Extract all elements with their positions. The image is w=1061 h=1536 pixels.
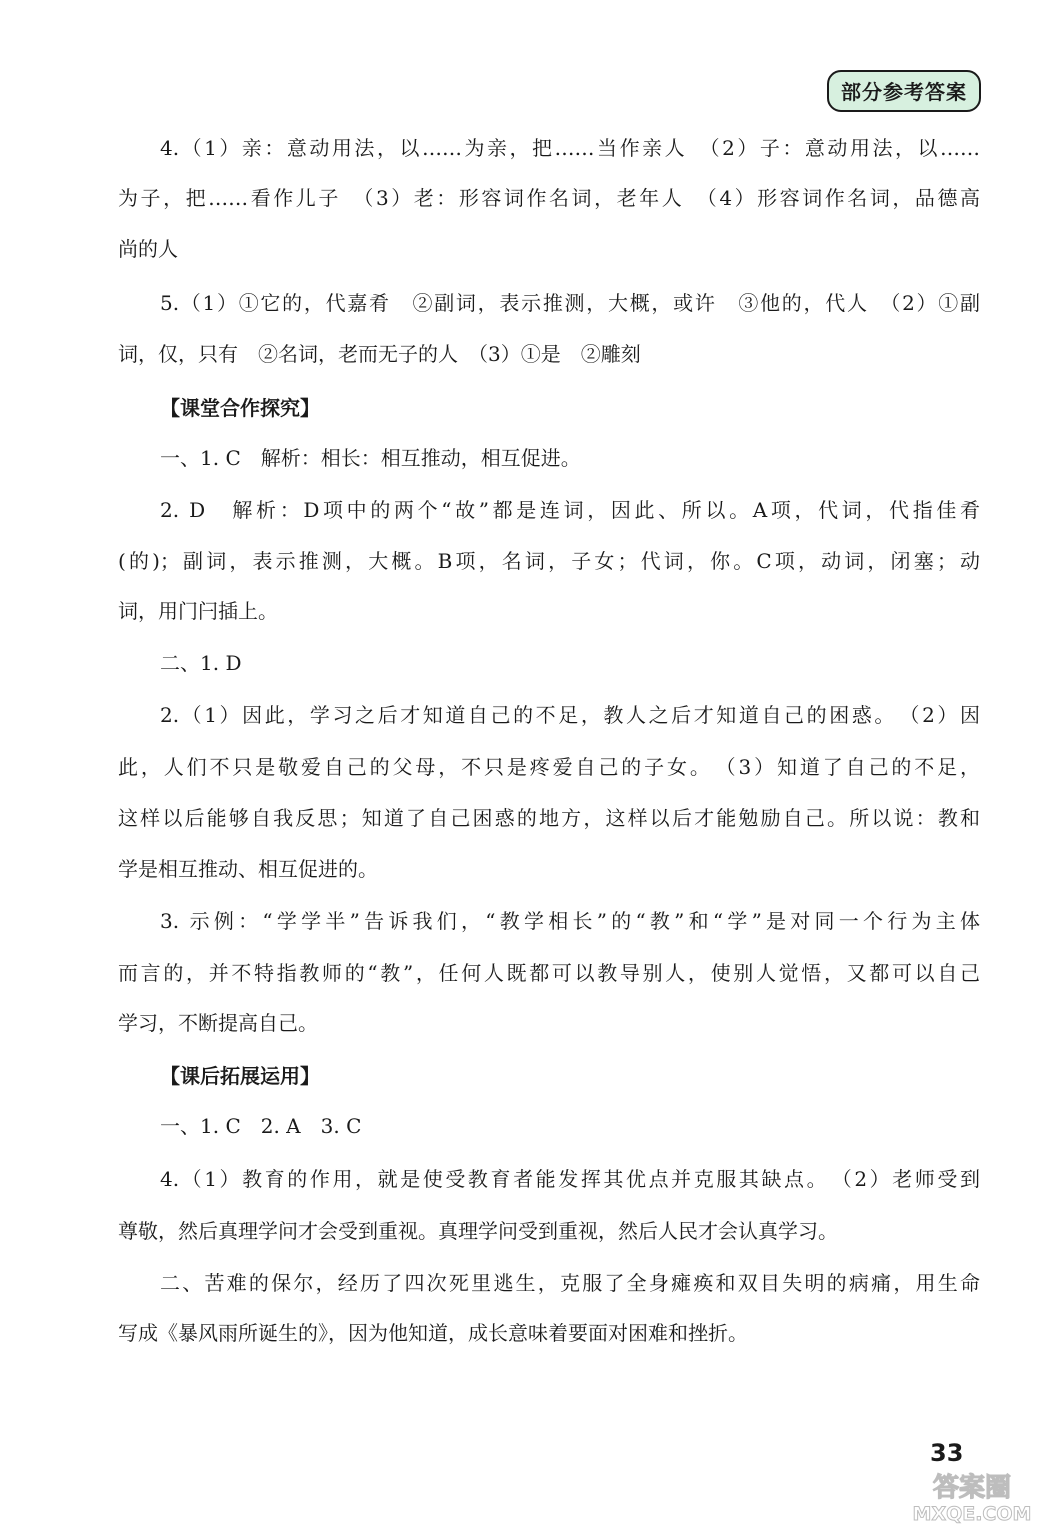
text-line: 2. D 解析：D项中的两个“故”都是连词，因此、所以。A项，代词，代指佳肴 (160, 498, 980, 522)
text-line: 尚的人 (118, 237, 178, 261)
text-line: 写成《暴风雨所诞生的》，因为他知道，成长意味着要面对困难和挫折。 (118, 1321, 748, 1345)
watermark-text-top: 答案圈 (932, 1473, 1012, 1503)
section-badge: 部分参考答案 (827, 70, 981, 112)
text-line: 一、1. C 2. A 3. C (160, 1114, 362, 1138)
text-line: 词，用门闩插上。 (118, 599, 278, 623)
text-line: 此，人们不只是敬爱自己的父母，不只是疼爱自己的子女。 （3）知道了自己的不足， (118, 755, 980, 779)
text-line: 尊敬，然后真理学问才会受到重视。真理学问受到重视，然后人民才会认真学习。 (118, 1219, 838, 1243)
text-line: 二、1. D (160, 651, 242, 675)
watermark-text-bottom: MXQE.COM (912, 1503, 1032, 1524)
text-line: 这样以后能够自我反思；知道了自己困惑的地方，这样以后才能勉励自己。所以说：教和 (118, 806, 980, 830)
text-line: 词，仅，只有 ②名词，老而无子的人 （3）①是 ②雕刻 (118, 342, 641, 366)
text-line: 一、1. C 解析：相长：相互推动，相互促进。 (160, 446, 581, 470)
section-heading: 【课后拓展运用】 (160, 1064, 320, 1088)
page-number: 33 (930, 1439, 964, 1467)
text-line: 二、苦难的保尔，经历了四次死里逃生，克服了全身瘫痪和双目失明的病痛，用生命 (160, 1271, 980, 1295)
section-heading: 【课堂合作探究】 (160, 396, 320, 420)
text-line: 而言的，并不特指教师的“教”，任何人既都可以教导别人，使别人觉悟，又都可以自己 (118, 961, 980, 985)
text-line: 5.（1）①它的，代嘉肴 ②副词，表示推测，大概，或许 ③他的，代人 （2）①副 (160, 291, 980, 315)
text-line: (的)；副词，表示推测，大概。B项，名词，子女；代词，你。C项，动词，闭塞；动 (118, 549, 980, 573)
text-line: 为子，把……看作儿子 （3）老：形容词作名词，老年人 （4）形容词作名词，品德高 (118, 186, 980, 210)
text-line: 4.（1）亲：意动用法，以……为亲，把……当作亲人 （2）子：意动用法，以…… (160, 136, 980, 160)
watermark-logo (892, 1470, 1052, 1524)
text-line: 2.（1）因此，学习之后才知道自己的不足，教人之后才知道自己的困惑。 （2）因 (160, 703, 980, 727)
text-line: 学是相互推动、相互促进的。 (118, 857, 378, 881)
text-line: 学习，不断提高自己。 (118, 1011, 318, 1035)
text-line: 4.（1）教育的作用，就是使受教育者能发挥其优点并克服其缺点。 （2）老师受到 (160, 1167, 980, 1191)
text-line: 3. 示例：“学学半”告诉我们，“教学相长”的“教”和“学”是对同一个行为主体 (160, 909, 980, 933)
